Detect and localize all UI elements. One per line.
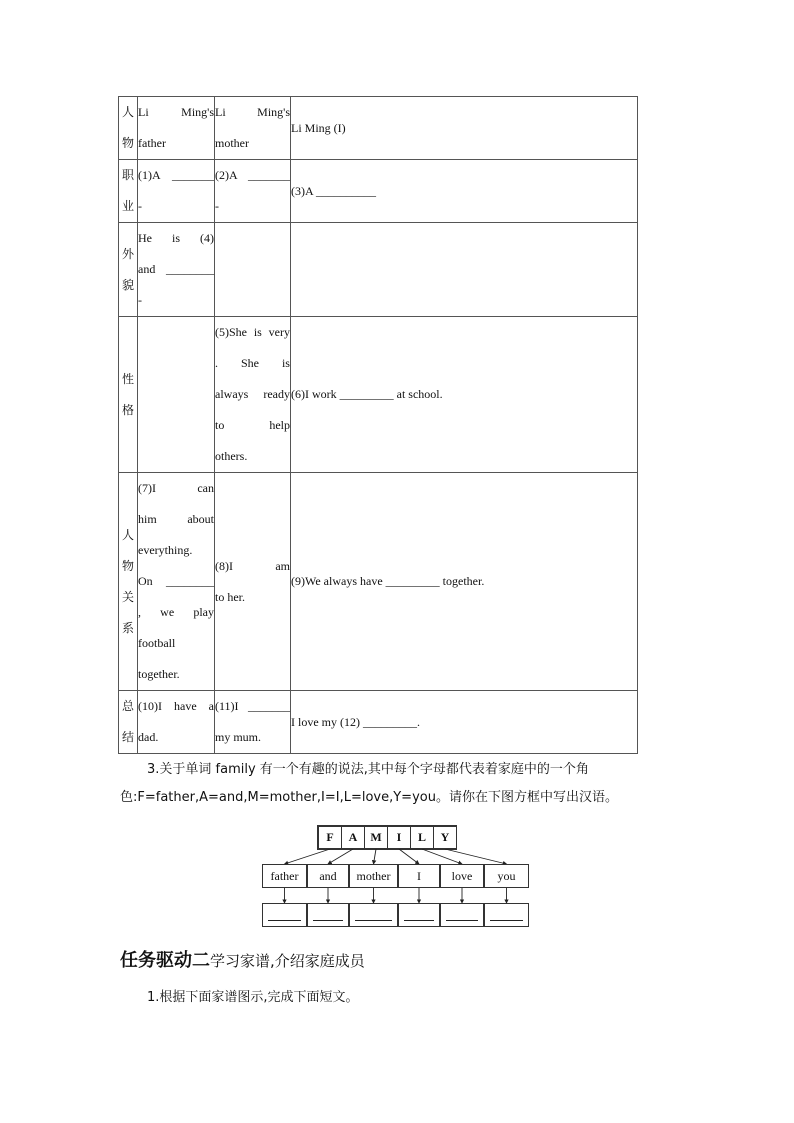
row-header-summary <box>119 691 138 754</box>
liming-job-text: (3)A __________ <box>291 183 376 198</box>
answer-underline <box>355 920 392 921</box>
cell-liming-appearance <box>291 223 638 317</box>
cell-line: everything. <box>138 543 193 557</box>
cell-mother-job <box>215 160 291 223</box>
cell-line: always ready <box>215 387 290 401</box>
answer-underline <box>446 920 478 921</box>
liming-personality-text: (6)I work _________ at school. <box>291 387 443 401</box>
answer-blank-box[interactable] <box>484 903 529 927</box>
row-header-char: 系 <box>121 620 134 635</box>
row-header-char: 关 <box>121 589 134 604</box>
cell-mother-summary <box>215 691 291 754</box>
liming-header-text: Li Ming (I) <box>291 120 346 135</box>
answer-underline <box>404 920 434 921</box>
row-header-job <box>119 160 138 223</box>
table-row-appearance <box>119 223 638 317</box>
arrow-letter-to-word <box>374 849 377 864</box>
row-header-personality <box>119 317 138 473</box>
family-info-table <box>118 96 638 754</box>
word-box-and: and <box>307 864 349 888</box>
word-box-mother: mother <box>349 864 398 888</box>
cell-line: He is (4) <box>138 231 214 245</box>
cell-mother-header <box>215 97 291 160</box>
row-header-char: 业 <box>121 199 134 213</box>
cell-line: , we play <box>138 605 214 619</box>
cell-mother-personality <box>215 317 291 473</box>
cell-line: mother <box>215 136 249 150</box>
row-header-char: 物 <box>121 136 134 150</box>
cell-line: - <box>138 293 142 307</box>
letter-box-f: F <box>318 826 342 849</box>
word-box-you: you <box>484 864 529 888</box>
liming-relationship-text: (9)We always have _________ together. <box>291 574 485 588</box>
liming-summary-text: I love my (12) _________. <box>291 714 420 729</box>
letter-box-l: L <box>410 826 434 849</box>
answer-blank-box[interactable] <box>262 903 307 927</box>
word-box-love: love <box>440 864 484 888</box>
cell-line: . She is <box>215 356 290 370</box>
task-heading <box>120 944 365 972</box>
cell-line: - <box>138 199 142 213</box>
row-header-char: 貌 <box>121 277 134 292</box>
instruction-3: 3.关于单词 family 有一个有趣的说法,其中每个字母都代表着家庭中的一个角色:F=father,A=and,M=mother,I=I,L=love,Y=you。请你在下图方框中写出汉语。 <box>120 762 618 805</box>
letter-box-m: M <box>364 826 388 849</box>
cell-line: dad. <box>138 730 159 744</box>
row-header-char: 人 <box>121 527 134 542</box>
cell-line: to help <box>215 418 290 432</box>
table-row-personality <box>119 317 638 473</box>
row-header-char: 职 <box>121 168 134 182</box>
cell-liming-header <box>291 97 638 160</box>
cell-line: (8)I am <box>215 558 290 573</box>
row-header-char: 结 <box>121 730 134 744</box>
arrow-letter-to-word <box>445 849 507 864</box>
row-header-char: 外 <box>121 246 134 261</box>
table-row-job <box>119 160 638 223</box>
cell-line: (2)A _______ <box>215 168 290 182</box>
cell-line: On ________ <box>138 574 214 588</box>
cell-liming-job <box>291 160 638 223</box>
table-row-header <box>119 97 638 160</box>
task-heading-sub: 学习家谱,介绍家庭成员 <box>210 952 365 970</box>
cell-line: Li Ming's <box>138 105 214 119</box>
answer-blank-box[interactable] <box>307 903 349 927</box>
cell-father-job <box>138 160 215 223</box>
cell-line: (5)She is very <box>215 325 290 339</box>
row-header-char: 总 <box>121 699 134 713</box>
arrow-letter-to-word <box>328 849 353 864</box>
word-box-i: I <box>398 864 440 888</box>
table-row-summary <box>119 691 638 754</box>
answer-blank-box[interactable] <box>349 903 398 927</box>
letter-box-y: Y <box>433 826 457 849</box>
answer-underline <box>313 920 343 921</box>
cell-line: (10)I have a <box>138 699 214 713</box>
cell-father-header <box>138 97 215 160</box>
arrow-letter-to-word <box>285 849 331 864</box>
instruction-1: 1.根据下面家谱图示,完成下面短文。 <box>147 990 359 1005</box>
letter-box-i: I <box>387 826 411 849</box>
cell-father-personality <box>138 317 215 473</box>
answer-underline <box>490 920 523 921</box>
cell-father-relationship <box>138 473 215 691</box>
cell-line: (1)A _______ <box>138 168 214 182</box>
task-heading-main: 任务驱动二 <box>120 950 210 971</box>
cell-father-appearance <box>138 223 215 317</box>
cell-father-summary <box>138 691 215 754</box>
letter-box-a: A <box>341 826 365 849</box>
cell-line: him about <box>138 512 214 526</box>
row-header-person <box>119 97 138 160</box>
answer-blank-box[interactable] <box>440 903 484 927</box>
cell-line: and ________ <box>138 262 214 276</box>
cell-liming-relationship <box>291 473 638 691</box>
cell-line: (11)I _______ <box>215 699 290 713</box>
row-header-relationship <box>119 473 138 691</box>
cell-line: Li Ming's <box>215 105 290 119</box>
family-diagram <box>262 822 532 930</box>
cell-line: together. <box>138 667 180 681</box>
row-header-char: 物 <box>121 558 134 573</box>
cell-mother-appearance <box>215 223 291 317</box>
cell-liming-summary <box>291 691 638 754</box>
row-header-char: 人 <box>121 105 134 119</box>
table-row-relationship <box>119 473 638 691</box>
cell-line: football <box>138 636 176 650</box>
cell-line: (7)I can <box>138 481 214 495</box>
row-header-appearance <box>119 223 138 317</box>
arrow-letter-to-word <box>399 849 419 864</box>
answer-underline <box>268 920 301 921</box>
word-box-father: father <box>262 864 307 888</box>
cell-line: others. <box>215 449 248 463</box>
row-header-char: 性 <box>121 371 134 386</box>
cell-line: my mum. <box>215 730 262 744</box>
answer-blank-box[interactable] <box>398 903 440 927</box>
cell-liming-personality <box>291 317 638 473</box>
cell-mother-relationship <box>215 473 291 691</box>
cell-line: to her. <box>215 589 245 604</box>
cell-line: - <box>215 199 219 213</box>
cell-line: father <box>138 136 166 150</box>
row-header-char: 格 <box>121 402 134 417</box>
